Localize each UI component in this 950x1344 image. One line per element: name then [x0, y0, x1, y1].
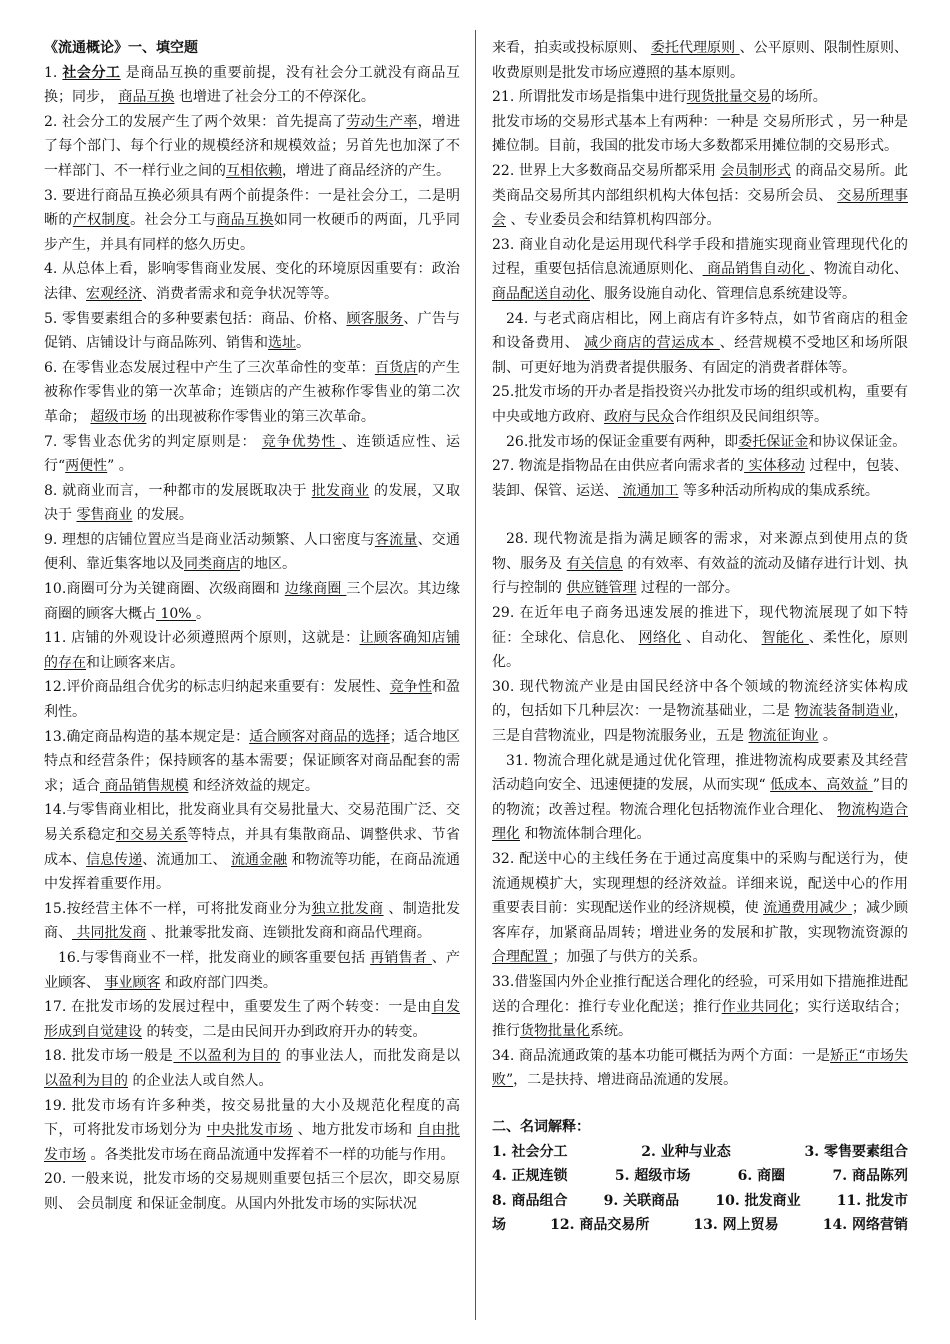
text-span: 的发展。	[132, 507, 193, 524]
text-span: ；实行送取结合；推行	[492, 998, 909, 1040]
text-span: 3. 要进行商品互换必须具有两个前提条件：一是社会分工，二是明晰的	[44, 187, 460, 229]
term-item: 12. 商品交易所	[550, 1217, 650, 1234]
answer-blank: 商品互换	[118, 89, 175, 106]
right-paragraph	[492, 85, 908, 110]
answer-blank: 竞争优势性	[261, 433, 342, 450]
answer-blank: 流通费用减少	[763, 900, 852, 917]
text-span: 26.批发市场的保证金重要有两种，即	[506, 433, 739, 450]
left-paragraph	[44, 430, 460, 479]
text-span: 17. 在批发市场的发展过程中，重要发生了两个转变：一是由	[44, 999, 432, 1016]
text-span: 7. 零售业态优劣的判定原则是：	[44, 433, 262, 450]
left-paragraph	[44, 184, 460, 258]
answer-blank: 物流征询业	[748, 728, 819, 745]
text-span: 的企业法人或自然人。	[128, 1072, 273, 1089]
answer-blank: 商品销售规模	[100, 777, 189, 794]
answer-blank: 供应链管理	[566, 580, 637, 597]
answer-blank: 商品销售自动化	[702, 261, 810, 278]
answer-blank: 自发形成到自觉建设	[44, 999, 460, 1040]
text-span: 、消费者需求和竞争状况等等。	[142, 285, 338, 302]
text-span: 29. 在近年电子商务迅速发展的推进下，现代物流展现了如下特征：全球化、信息化、	[492, 605, 908, 646]
term-item: 7. 商品陈列	[832, 1168, 908, 1185]
left-paragraph	[44, 1044, 460, 1093]
left-paragraph	[44, 626, 460, 675]
column-divider	[475, 30, 476, 1320]
answer-blank: 宏观经济	[86, 285, 142, 302]
text-span: 6. 在零售业态发展过程中产生了三次革命性的变革：	[44, 359, 375, 376]
right-paragraph	[492, 454, 908, 503]
text-span: 的场所。	[770, 89, 827, 106]
left-paragraph	[44, 798, 460, 896]
answer-blank: 商品互换	[216, 212, 274, 229]
text-span: 21. 所谓批发市场是指集中进行	[492, 89, 687, 106]
answer-blank: 自由批发市场	[44, 1122, 461, 1163]
text-span: ，三是自营物流业，四是物流服务业，五是	[492, 703, 909, 745]
right-column	[492, 36, 908, 1238]
text-span: 19. 批发市场有许多种类，按交易批量的大小及规范化程度的高下，可将批发市场划分为	[44, 1097, 460, 1139]
answer-blank: 产权制度	[72, 212, 131, 229]
text-span: 、自动化、	[681, 629, 762, 646]
text-span: 、连锁适应性、运行“	[44, 433, 461, 475]
answer-blank: 委托保证金	[738, 433, 809, 450]
term-item: 6. 商圈	[737, 1168, 786, 1185]
answer-blank: 网络化	[638, 629, 682, 646]
text-span: 27. 物流是指物品在由供应者向需求者的	[492, 458, 745, 475]
text-span: 11. 店铺的外观设计必须遵照两个原则，这就是：	[44, 630, 360, 647]
right-paragraph	[492, 380, 908, 429]
text-span: 的地区。	[240, 556, 296, 573]
left-paragraph	[44, 725, 460, 799]
answer-blank: 互相依赖	[226, 162, 282, 179]
text-span: 20. 一般来说，批发市场的交易规则重要包括三个层次，即交易原则、 会员制度 和保证金制度。从国内外批发市场的实际状况	[44, 1171, 460, 1212]
left-paragraph	[44, 479, 460, 528]
answer-blank: 委托代理原则	[650, 40, 740, 56]
text-span: 、广告与促销、店铺设计与商品陈列、销售和	[44, 310, 461, 352]
left-paragraph	[44, 307, 460, 356]
text-span: 32. 配送中心的主线任务在于通过高度集中的采购与配送行为，使流通规模扩大，实现理想的经济效益。详细来说，配送中心的作用重要表目前：实现配送作业的经济规模，使	[492, 851, 908, 917]
text-span: 12.评价商品组合优劣的标志归纳起来重要有：发展性、	[44, 679, 390, 696]
answer-blank: 实体移动	[744, 458, 805, 475]
text-span: ，增进了商品经济的产生。	[282, 162, 450, 179]
text-span: 、批兼零批发商、连锁批发商和商品代理商。	[146, 925, 431, 942]
answer-blank: 流通金融	[230, 851, 288, 868]
left-paragraph	[44, 36, 460, 61]
left-paragraph	[44, 257, 460, 306]
text-span: 和经济效益的规定。	[188, 777, 319, 794]
text-span: 过程的一部分。	[636, 580, 739, 597]
left-paragraph	[44, 577, 460, 626]
text-span: 、产业顾客、	[44, 949, 461, 991]
left-paragraph	[44, 528, 460, 577]
right-paragraph	[492, 749, 908, 847]
term-item: 场	[492, 1217, 506, 1234]
right-paragraph	[492, 1044, 908, 1093]
answer-blank: 不以盈利为目的	[173, 1048, 281, 1065]
text-span: 《流通概论》一、填空题	[44, 40, 198, 56]
text-span: 31. 物流合理化就是通过优化管理，推进物流构成要素及其经营活动趋向安全、迅速便捷的发展，从而实现“	[492, 752, 908, 794]
text-span: 10.商圈可分为关键商圈、次级商圈和	[44, 581, 285, 598]
answer-blank: 和交易关系	[115, 827, 188, 843]
text-span: 、地方批发市场和	[292, 1122, 418, 1139]
text-span: 系统。	[590, 1023, 632, 1040]
text-span: ，增进了每个部门、每个行业的规模经济和规模效益；另首先也加深了不一样部门、不一样行业之间的	[44, 113, 461, 179]
answer-blank: 现货批量交易	[686, 89, 771, 106]
text-span: 1.	[44, 64, 63, 81]
text-span: 14.与零售商业相比，批发商业具有交易批量大、交易范围广泛、交易关系稳定	[44, 802, 460, 843]
answer-blank: 顾客服务	[346, 310, 404, 327]
terms-list	[492, 1140, 908, 1238]
answer-blank: 合理配置	[492, 949, 553, 966]
text-span: 30. 现代物流产业是由国民经济中各个领域的物流经济实体构成的，包括如下几种层次：一是物流基础业，二是	[492, 678, 908, 720]
term-item: 10. 批发商业	[715, 1192, 801, 1209]
text-span: 过程中，包装、装卸、保管、运送、	[492, 458, 909, 499]
answer-blank: 超级市场	[90, 408, 147, 425]
term-item: 9. 关联商品	[603, 1192, 680, 1209]
answer-blank: 有关信息	[566, 555, 623, 572]
text-span: 、流通加工、	[142, 851, 231, 868]
answer-blank: 社会分工	[62, 64, 121, 81]
answer-blank: 货物批量化	[520, 1023, 590, 1040]
left-paragraph	[44, 61, 460, 110]
left-paragraph	[44, 675, 460, 724]
answer-blank: 选址	[268, 335, 296, 352]
left-column	[44, 36, 460, 1217]
text-span: 和政府部门四类。	[160, 974, 277, 991]
text-span: 22. 世界上大多数商品交易所都采用	[492, 162, 721, 179]
left-paragraph	[44, 110, 460, 184]
text-span: 、专业委员会和结算机构四部分。	[506, 212, 721, 229]
left-paragraph	[44, 897, 460, 946]
text-span: ；减少顾客库存，加紧商品周转；增进业务的发展和扩散，实现物流资源的	[492, 900, 909, 941]
answer-blank: 作业共同化	[721, 998, 794, 1015]
answer-blank: 客流量	[374, 531, 418, 548]
text-span: 。	[196, 605, 211, 622]
terms-row	[492, 1189, 908, 1214]
answer-blank: 矫正“市场失败”	[492, 1047, 908, 1089]
text-span: 合作组织及民间组织等。	[674, 408, 828, 425]
term-item: 1. 社会分工	[492, 1143, 568, 1160]
answer-blank: 以盈利为目的	[44, 1072, 128, 1089]
left-paragraph	[44, 946, 460, 995]
text-span: 5. 零售要素组合的多种要素包括：商品、价格、	[44, 310, 347, 327]
term-item: 2. 业种与业态	[641, 1143, 731, 1160]
answer-blank: 商品配送自动化	[492, 285, 590, 302]
answer-blank: 适合顾客对商品的选择	[249, 728, 390, 745]
text-span: ，二是扶持、增进商品流通的发展。	[513, 1072, 738, 1089]
left-paragraph	[44, 995, 460, 1044]
answer-blank: 物流装备制造业	[794, 703, 895, 720]
answer-blank: 同类商店	[184, 556, 240, 573]
answer-blank: 政府与民众	[604, 408, 674, 425]
terms-row	[492, 1140, 908, 1165]
text-span: 、公平原则、限制性原则、收费原则是批发市场应遵照的基本原则。	[492, 40, 909, 81]
term-item: 14. 网络营销	[822, 1217, 908, 1234]
text-span: 34. 商品流通政策的基本功能可概括为两个方面：一是	[492, 1047, 831, 1064]
right-paragraphs	[492, 36, 908, 1093]
text-span: 等特点，并具有集散商品、调整供求、节省成本、	[44, 827, 461, 868]
answer-blank: 百货店	[374, 359, 418, 376]
text-span: 28. 现代物流是指为满足顾客的需求，对来源点到使用点的货物、服务及	[492, 531, 908, 572]
left-paragraph	[44, 1167, 460, 1216]
text-span: 、交通便利、靠近集客地以及	[44, 531, 461, 573]
term-item: 13. 网上贸易	[693, 1217, 779, 1234]
text-span: 的商品交易所。此类商品交易所其内部组织机构大体包括：交易所会员、	[492, 162, 909, 204]
text-span: 来看，拍卖或投标原则、	[492, 40, 651, 56]
answer-blank: 物流构造合理化	[492, 801, 908, 843]
answer-blank: 零售商业	[76, 507, 133, 524]
text-span: 的出现被称作零售业的第三次革命。	[146, 408, 375, 425]
answer-blank: 减少商店的营运成本	[584, 335, 720, 352]
term-item: 5. 超级市场	[614, 1168, 691, 1185]
right-paragraph	[492, 159, 908, 233]
text-span: 和协议保证金。	[808, 433, 907, 450]
text-span: 8. 就商业而言，一种都市的发展既取决于	[44, 482, 312, 499]
answer-blank: 信息传递	[86, 851, 143, 868]
text-span: 三个层次。其边缘商圈的顾客大概占	[44, 581, 461, 622]
text-span: 25.批发市场的开办者是指投资兴办批发市场的组织或机构，重要有中央或地方政府、	[492, 384, 908, 425]
text-span: ”目的的物流；改善过程。物流合理化包括物流作业合理化、	[492, 777, 908, 818]
right-paragraph	[492, 110, 908, 159]
left-paragraph	[44, 1094, 460, 1168]
answer-blank: 交易所理事会	[492, 187, 908, 229]
term-item: 11. 批发市	[836, 1192, 908, 1209]
answer-blank: 事业顾客	[104, 974, 161, 991]
terms-row	[492, 1164, 908, 1189]
text-span: 的有效率、有效益的流动及储存进行计划、执行与控制的	[492, 555, 909, 597]
text-span: 和物流等功能，在商品流通中发挥着重要作用。	[44, 851, 461, 893]
answer-blank: 会员制形式	[720, 162, 791, 179]
answer-blank: 智能化	[761, 629, 809, 646]
answer-blank: 竞争性	[389, 679, 432, 696]
text-span: 、服务设施自动化、管理信息系统建设等。	[590, 285, 856, 302]
text-span: 4. 从总体上看，影响零售商业发展、变化的环境原因重要有：政治法律、	[44, 261, 460, 302]
answer-blank: 让顾客确知店铺的存在	[44, 630, 461, 671]
text-span: ；适合地区特点和经营条件；保持顾客的基本需要；保证顾客对商品配套的需求；适合	[44, 728, 461, 794]
right-paragraph	[492, 847, 908, 970]
text-span: ；加强了与供方的关系。	[552, 949, 707, 966]
answer-blank: 独立批发商	[311, 900, 384, 917]
answer-blank: 边缘商圈	[284, 581, 347, 598]
text-span: 。	[818, 728, 837, 745]
text-span: 24. 与老式商店相比，网上商店有许多特点，如节省商店的租金和设备费用、	[492, 310, 908, 352]
answer-blank: 批发商业	[311, 482, 370, 499]
right-paragraph	[492, 36, 908, 85]
text-span: 的发展，又取决于	[44, 482, 461, 524]
right-paragraph	[492, 601, 908, 675]
answer-blank: 流通加工	[618, 482, 679, 499]
answer-blank: 中央批发市场	[206, 1122, 293, 1139]
terms-row	[492, 1213, 908, 1238]
text-span: 和盈利性。	[44, 679, 460, 721]
text-span: 和物流体制合理化。	[520, 826, 651, 843]
text-span: 和让顾客来店。	[86, 654, 184, 671]
text-span: 是商品互换的重要前提，没有社会分工就没有商品互换；同步，	[44, 64, 460, 106]
text-span: 如同一枚硬币的两面，几乎同步产生，并具有同样的悠久历史。	[44, 212, 461, 253]
text-span: 批发市场的交易形式基本上有两种：一种是 交易所形式 ，另一种是摊位制。目前，我国的批发市场大多数都采用摊位制的交易形式。	[492, 113, 908, 155]
right-paragraph	[492, 970, 908, 1044]
text-span: 、经营规模不受地区和场所限制、可更好地为消费者提供服务、有固定的消费者群体等。	[492, 335, 908, 376]
text-span: 18. 批发市场一般是	[44, 1048, 174, 1065]
text-span: 、柔性化，原则化。	[492, 629, 909, 671]
text-span: 23. 商业自动化是运用现代科学手段和措施实现商业管理现代化的过程，重要包括信息流通原则化、	[492, 236, 908, 278]
text-span: 。	[296, 335, 310, 352]
terms-heading: 二、名词解释：	[492, 1118, 590, 1135]
text-span: 、物流自动化、	[809, 261, 908, 278]
answer-blank: 劳动生产率	[346, 113, 418, 130]
term-item: 4. 正规连锁	[492, 1168, 568, 1185]
text-span: 也增进了社会分工的不停深化。	[174, 89, 375, 106]
text-span: 9. 理想的店铺位置应当是商业活动频繁、人口密度与	[44, 531, 375, 548]
text-span: 的产生被称作零售业的第一次革命；连锁店的产生被称作零售业的第二次革命；	[44, 359, 461, 425]
text-span: 的转变，二是由民间开办到政府开办的转变。	[142, 1023, 427, 1040]
text-span: 。社会分工与	[130, 212, 217, 229]
right-paragraph	[492, 233, 908, 307]
answer-blank: 10%	[156, 605, 197, 622]
text-span: 15.按经营主体不一样，可将批发商业分为	[44, 900, 312, 917]
answer-blank: 共同批发商	[72, 925, 147, 942]
text-span: 13.确定商品构造的基本规定是：	[44, 728, 250, 745]
right-paragraph	[492, 430, 908, 455]
answer-blank: 再销售者	[370, 949, 432, 966]
text-span: 33.借鉴国内外企业推行配送合理化的经验，可采用如下措施推进配送的合理化：推行专业化配送；推行	[492, 973, 908, 1015]
right-paragraph	[492, 527, 908, 601]
right-paragraph	[492, 307, 908, 381]
text-span: 等多种活动所构成的集成系统。	[678, 482, 879, 499]
text-span: 2. 社会分工的发展产生了两个效果：首先提高了	[44, 113, 347, 130]
text-span: ” 。	[107, 458, 133, 475]
text-span: 的事业法人，而批发商是以	[280, 1048, 461, 1065]
answer-blank: 两便性	[65, 458, 108, 475]
text-span: 、制造批发商、	[44, 900, 461, 942]
answer-blank: 低成本、高效益	[770, 777, 873, 794]
text-span: 16.与零售商业不一样，批发商业的顾客重要包括	[58, 949, 371, 966]
left-paragraph	[44, 356, 460, 430]
text-span: 。各类批发市场在商品流通中发挥着不一样的功能与作用。	[86, 1146, 455, 1163]
term-item: 8. 商品组合	[492, 1192, 568, 1209]
term-item: 3. 零售要素组合	[804, 1143, 908, 1160]
right-paragraph	[492, 675, 908, 749]
